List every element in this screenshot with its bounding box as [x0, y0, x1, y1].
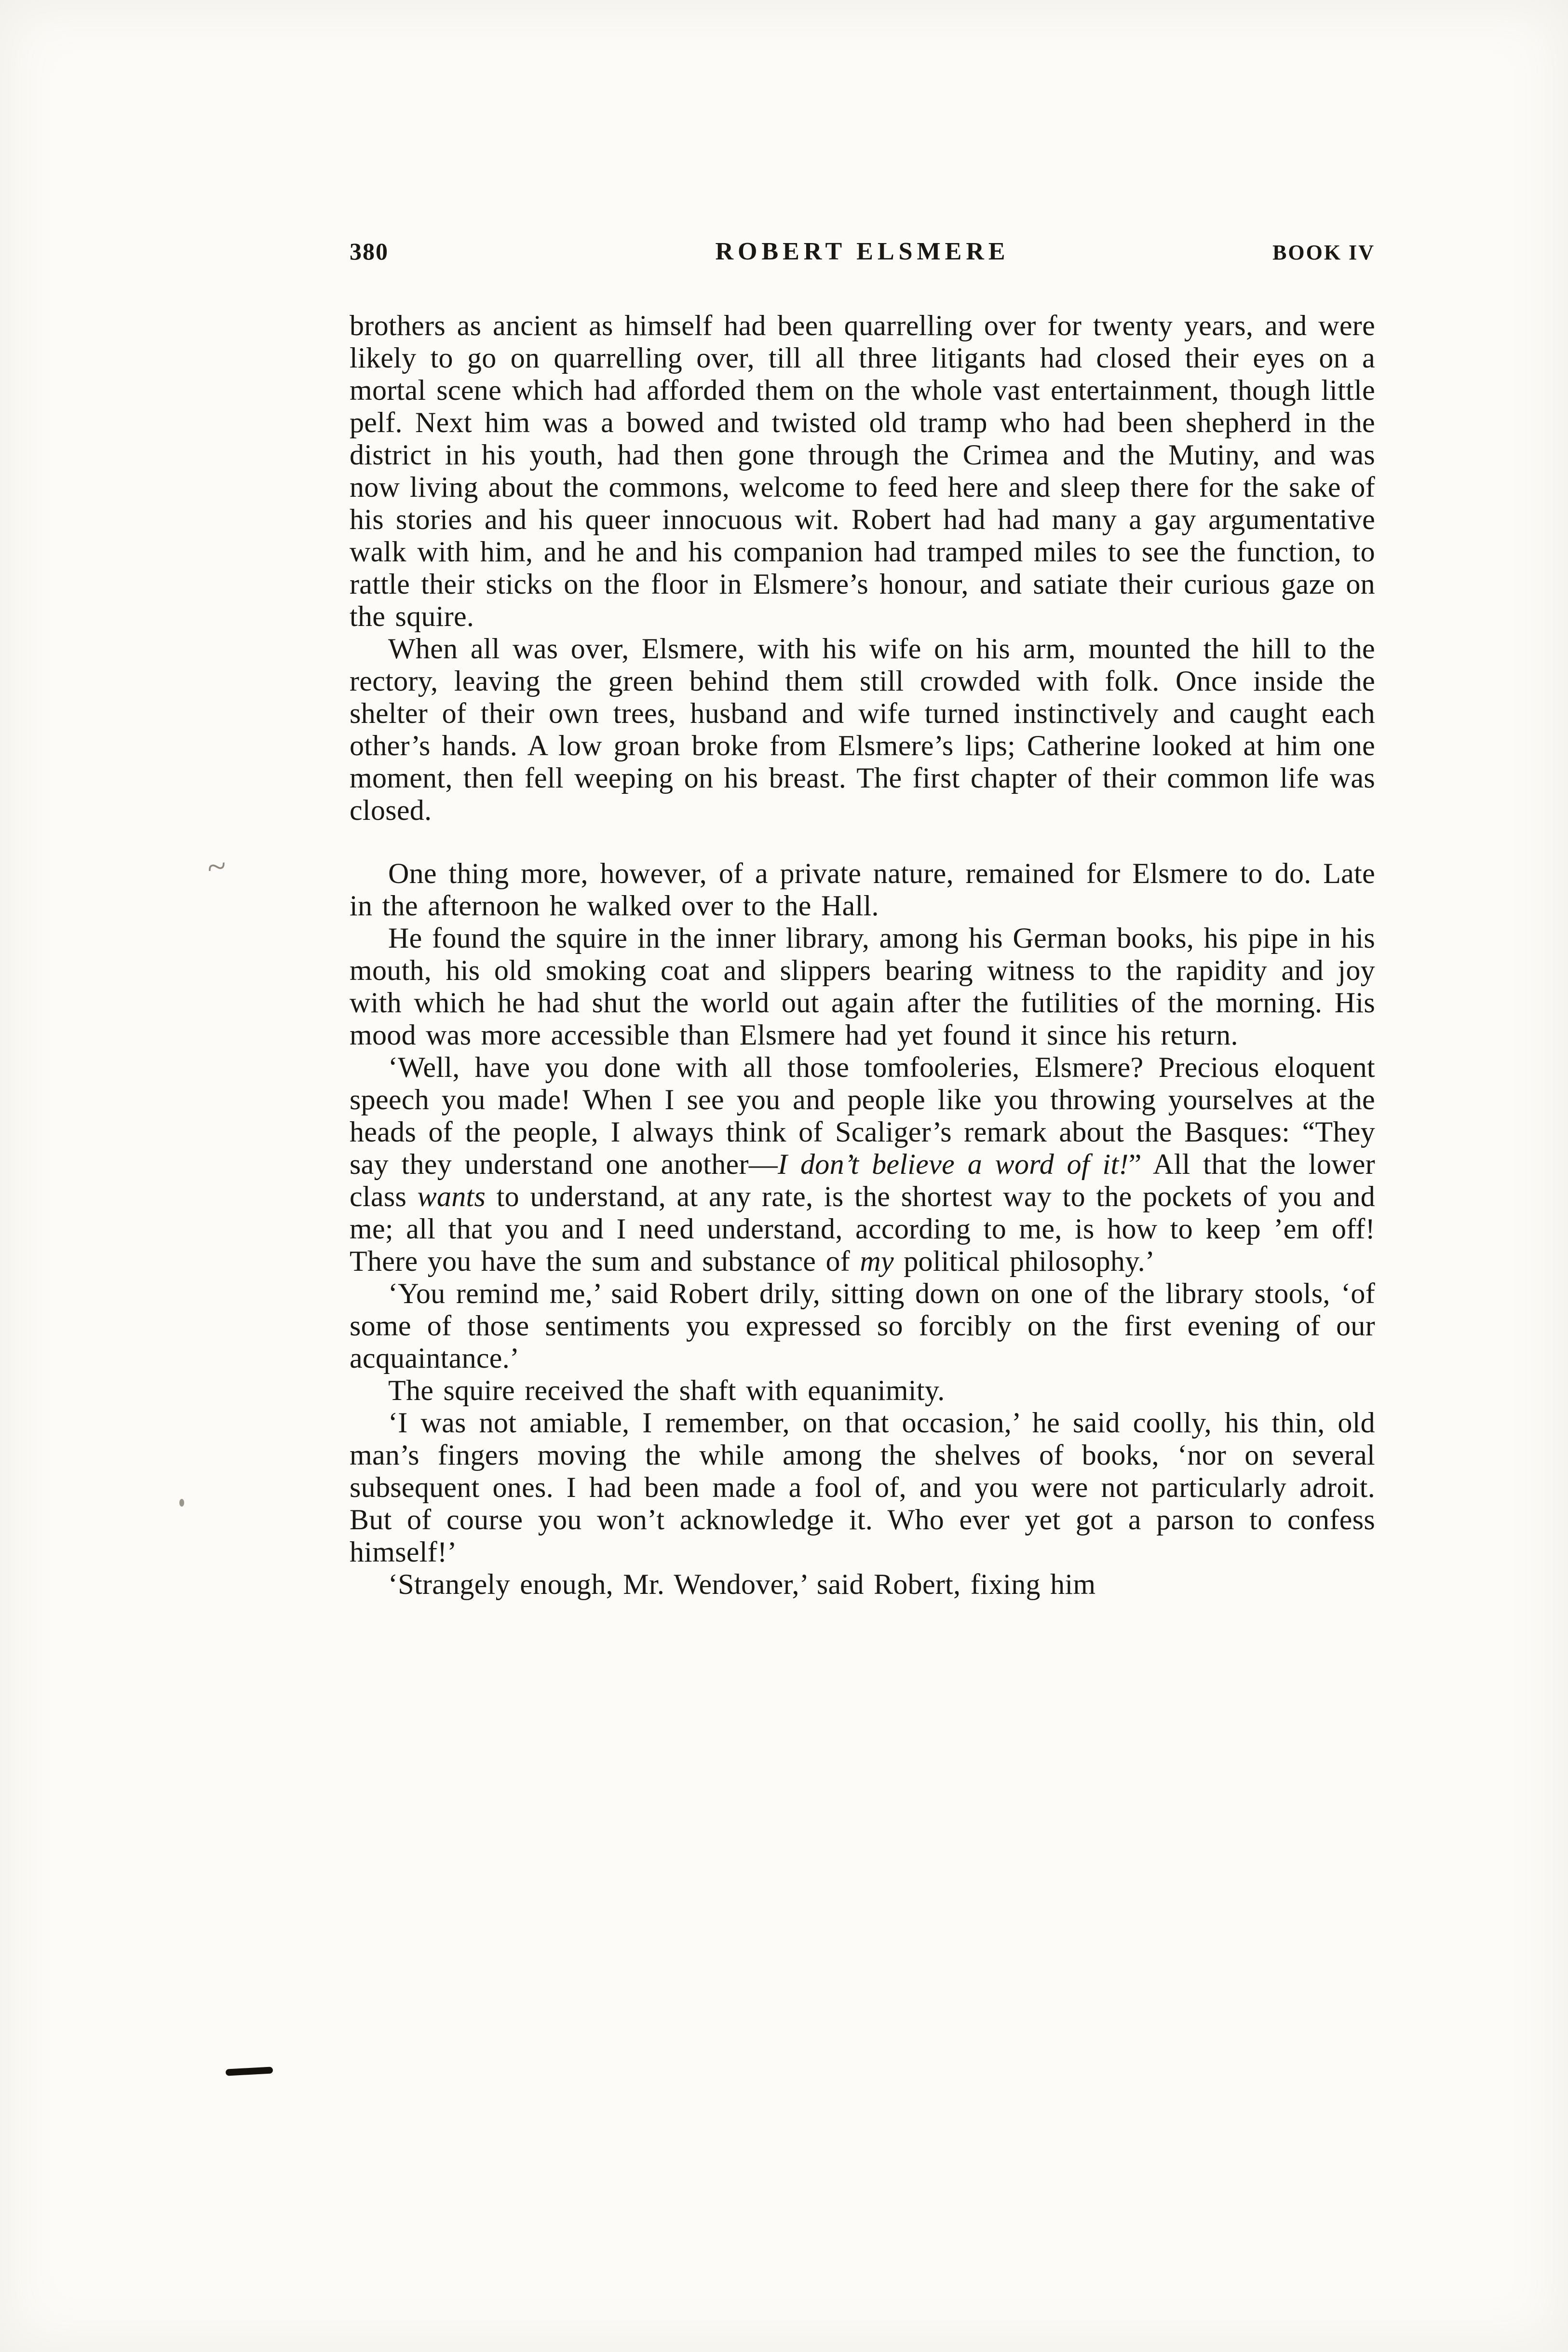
book-label: BOOK IV: [1272, 241, 1375, 264]
body-text: The squire received the shaft with equanimity.: [388, 1374, 945, 1406]
body-text: political philosophy.’: [893, 1245, 1155, 1277]
page-text: [350, 310, 1375, 1601]
running-head: [350, 237, 1375, 266]
body-text: ‘You remind me,’ said Robert drily, sitting down on one of the library stools, ‘of some of those sentiments you expressed so forcibly on the first evening of our acquaintance.’: [350, 1278, 1375, 1374]
body-text: brothers as ancient as himself had been quarrelling over for twenty years, and were likely to go on quarrelling over, till all three litigants had closed their eyes on a mortal scene which had afforded them on the whole vast entertainment, though little pelf. Next him was a bowed and twisted old tramp who had been shepherd in the district in his youth, had then gone through the Crimea and the Mutiny, and was now living about the commons, welcome to feed here and sleep there for the sake of his stories and his queer innocuous wit. Robert had had many a gay argumentative walk with him, and he and his companion had tramped miles to see the function, to rattle their sticks on the floor in Elsmere’s honour, and satiate their curious gaze on the squire.: [350, 310, 1375, 632]
running-title: ROBERT ELSMERE: [715, 238, 1010, 265]
paragraph: [350, 1374, 1375, 1407]
body-text: to understand, at any rate, is the shortest way to the pockets of you and me; all that you and I need understand, according to me, is how to keep ’em off! There you have the sum and substance of: [350, 1181, 1375, 1277]
italic-text: wants: [417, 1181, 486, 1212]
paragraph: [350, 922, 1375, 1051]
paragraph: [350, 1278, 1375, 1374]
paragraph: [350, 1051, 1375, 1278]
body-text: ‘Well, have you done with all those tomfooleries, Elsmere? Precious eloquent speech you made! When I see you and people like you throwing yourselves at the heads of the people, I always think of Scaliger’s remark about the Basques: “They say they understand one another—: [350, 1051, 1375, 1180]
body-text: ‘I was not amiable, I remember, on that occasion,’ he said coolly, his thin, old man’s fingers moving the while among the shelves of books, ‘nor on several subsequent ones. I had been made a fool of, and you were not particularly adroit. But of course you won’t acknowledge it. Who ever yet got a parson to confess himself!’: [350, 1407, 1375, 1568]
page-number: 380: [350, 238, 389, 265]
ink-mark: [226, 2066, 273, 2076]
italic-text: I don’t believe a word of it!: [778, 1148, 1129, 1180]
pencil-dot-mark: [179, 1499, 184, 1507]
pencil-mark: ~: [204, 846, 230, 887]
paragraph: [350, 633, 1375, 827]
body-text: ‘Strangely enough, Mr. Wendover,’ said Robert, fixing him: [388, 1568, 1096, 1600]
italic-text: my: [860, 1245, 894, 1277]
body-text: He found the squire in the inner library, among his German books, his pipe in his mouth, his old smoking coat and slippers bearing witness to the rapidity and joy with which he had shut the world out again after the futilities of the morning. His mood was more accessible than Elsmere had yet found it since his return.: [350, 922, 1375, 1051]
body-text: When all was over, Elsmere, with his wife on his arm, mounted the hill to the rectory, leaving the green behind them still crowded with folk. Once inside the shelter of their own trees, husband and wife turned instinctively and caught each other’s hands. A low groan broke from Elsmere’s lips; Catherine looked at him one moment, then fell weeping on his breast. The first chapter of their common life was closed.: [350, 633, 1375, 826]
paragraph: [350, 1407, 1375, 1568]
paragraph: [350, 857, 1375, 922]
paragraph: [350, 310, 1375, 633]
paragraph: [350, 1568, 1375, 1601]
body-text: ” All that the lower class: [350, 1148, 1375, 1212]
body-text: One thing more, however, of a private nature, remained for Elsmere to do. Late in the afternoon he walked over to the Hall.: [350, 857, 1375, 922]
